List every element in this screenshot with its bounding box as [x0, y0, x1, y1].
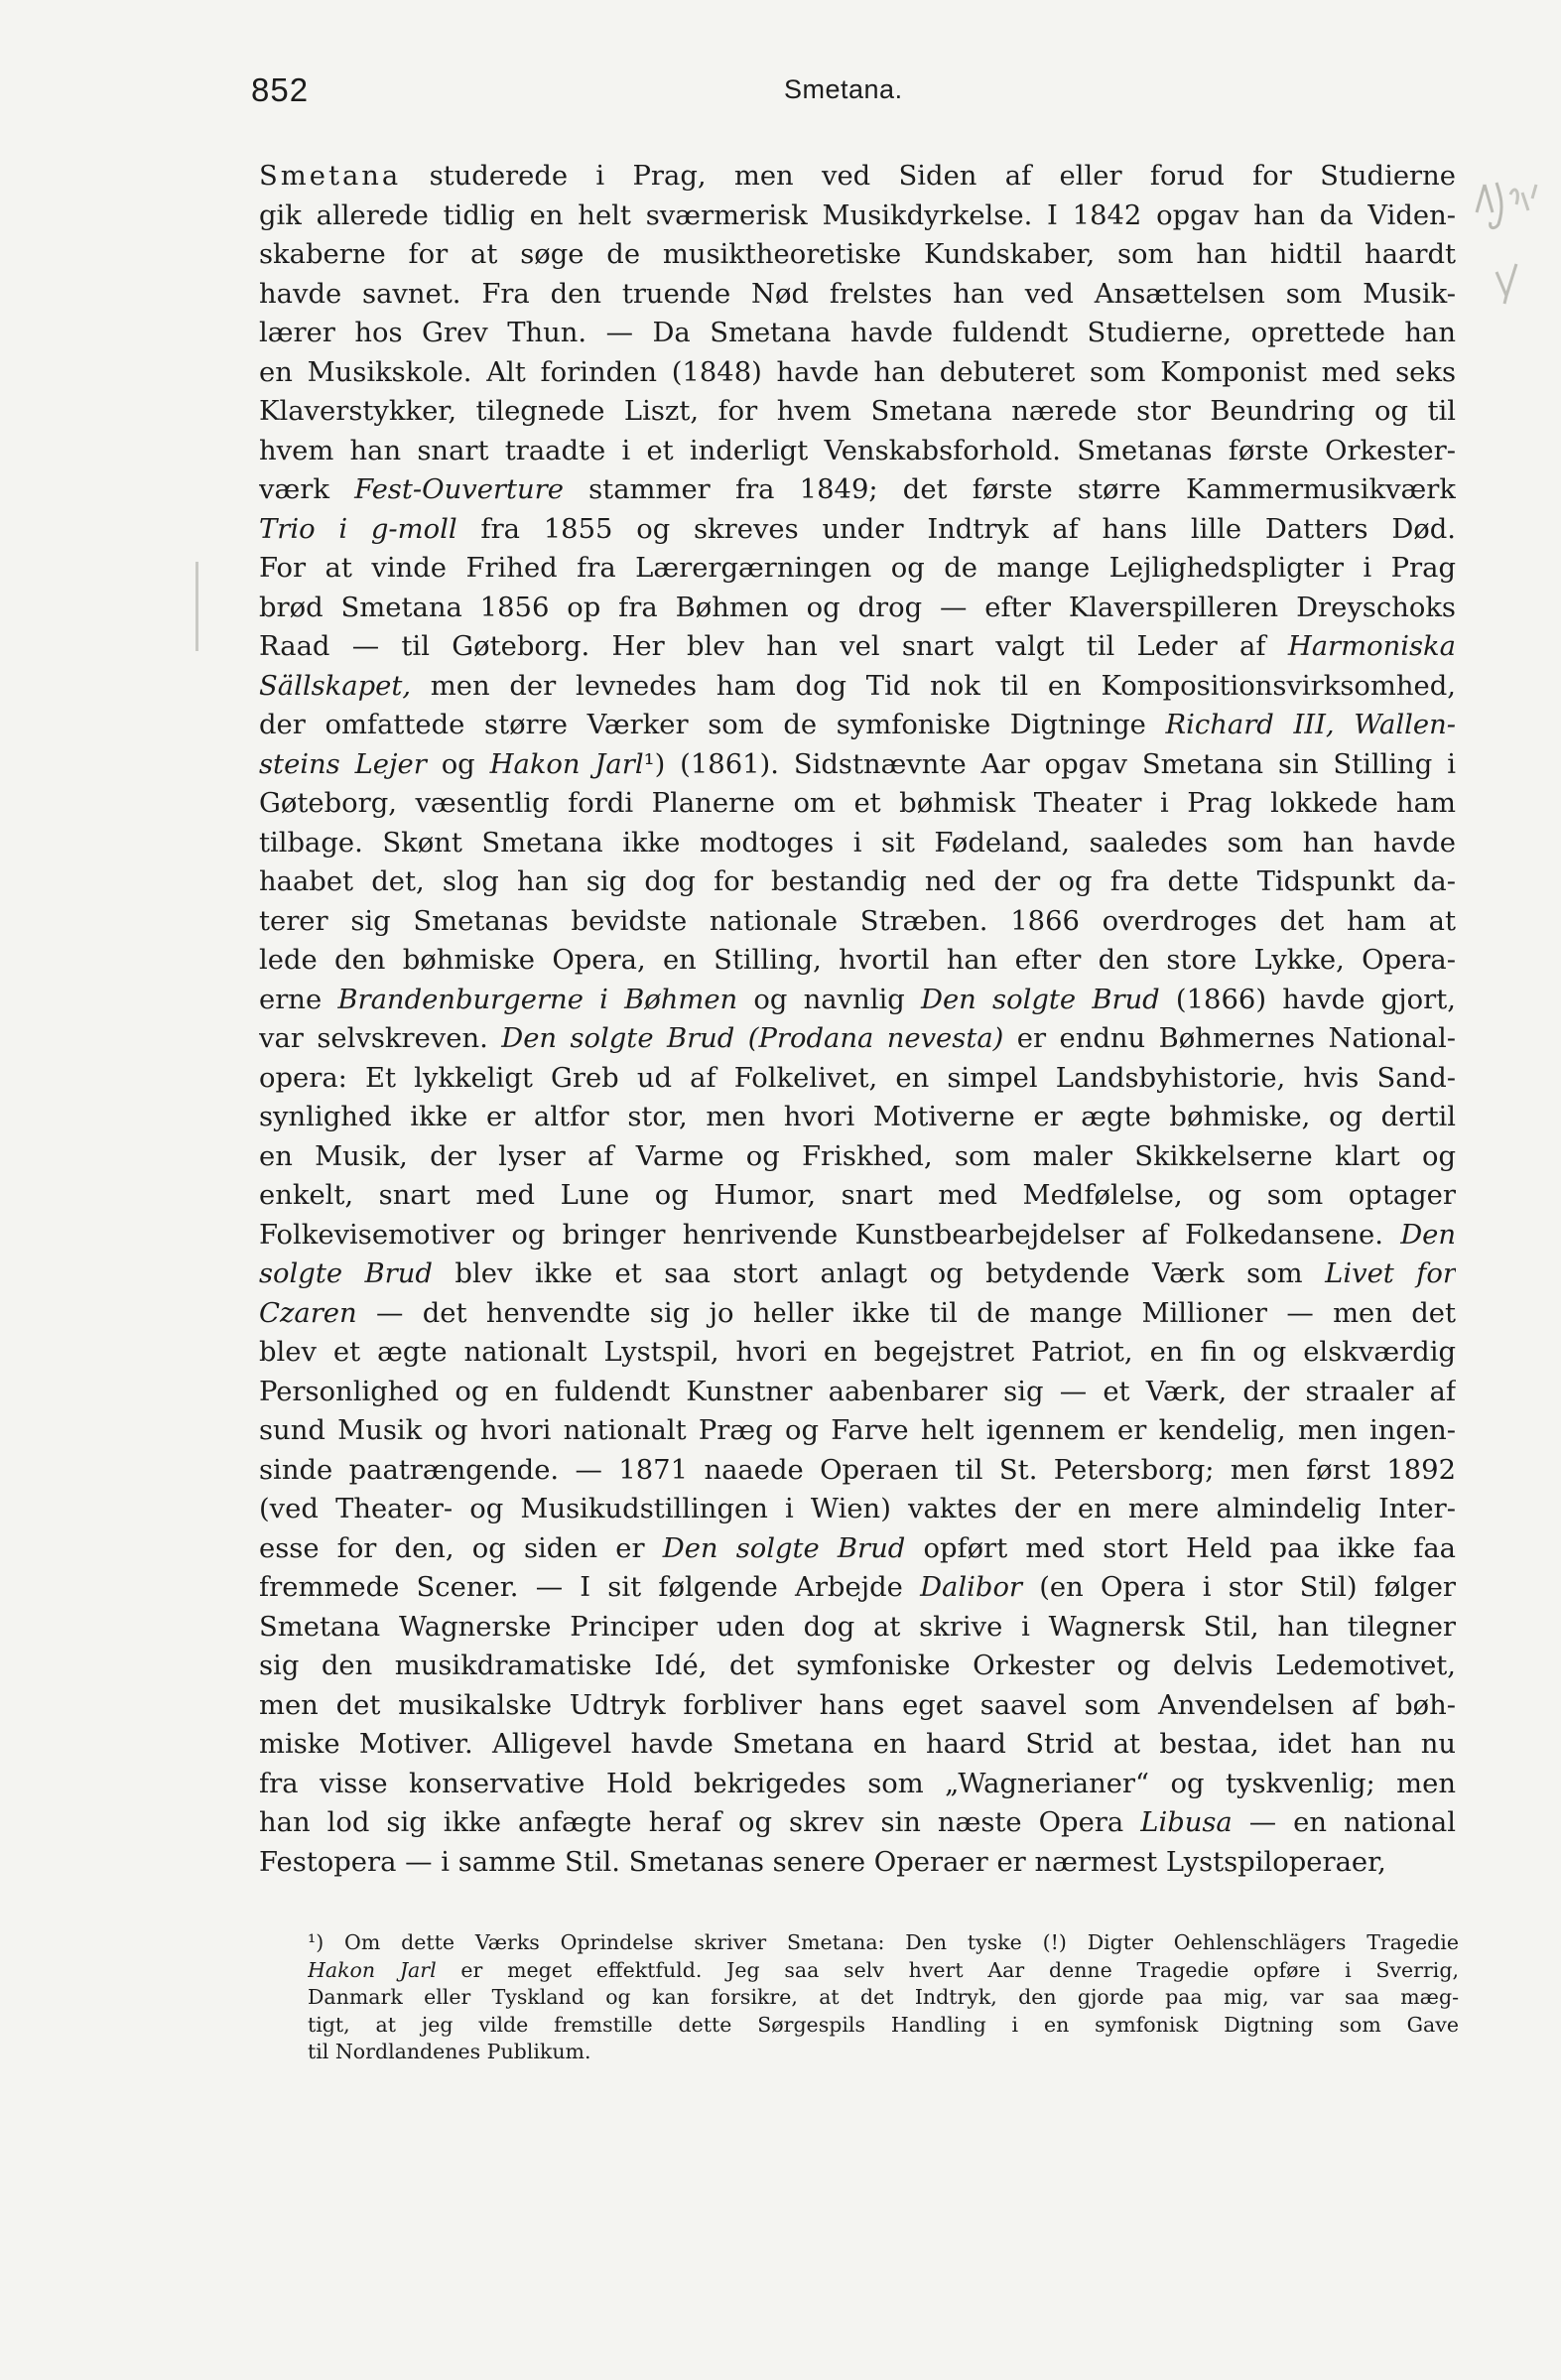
- text-line: [259, 1176, 1456, 1216]
- text-segment: Den solgte Brud (Prodana nevesta): [501, 1023, 1004, 1054]
- text-line: [259, 392, 1456, 432]
- text-segment: terer sig Smetanas bevidste nationale Stræben. 1866 overdroges det ham at: [259, 905, 1456, 937]
- text-segment: stammer fra 1849; det første større Kammermusikværk: [563, 474, 1456, 505]
- footnote-line: [308, 2039, 1459, 2066]
- text-segment: og navnlig: [737, 984, 922, 1015]
- text-segment: men der levnedes ham dog Tid nok til en Kompositionsvirksomhed,: [411, 670, 1456, 702]
- text-segment: Czaren: [259, 1297, 357, 1329]
- text-segment: en Musik, der lyser af Varme og Friskhed, som maler Skikkelserne klart og: [259, 1140, 1456, 1172]
- text-segment: (ved Theater- og Musikudstillingen i Wien) vaktes der en mere almindelig Inter-: [259, 1494, 1456, 1524]
- text-segment: Danmark eller Tyskland og kan forsikre, at det Indtryk, den gjorde paa mig, var saa mæg-: [308, 1985, 1459, 2009]
- text-line: [259, 1294, 1456, 1334]
- text-segment: Klaverstykker, tilegnede Liszt, for hvem Smetana nærede stor Beundring og til: [259, 396, 1456, 427]
- text-segment: en Musikskole. Alt forinden (1848) havde han debuteret som Komponist med seks: [259, 356, 1456, 388]
- main-text: [259, 157, 1456, 1882]
- text-segment: værk: [259, 474, 355, 505]
- footnote-line: [308, 1929, 1459, 1957]
- text-line: [259, 470, 1456, 510]
- text-line: [259, 981, 1456, 1020]
- text-line: [259, 1333, 1456, 1373]
- text-line: [259, 1490, 1456, 1529]
- text-segment: Fest-Ouverture: [354, 474, 564, 505]
- text-line: [259, 1137, 1456, 1177]
- text-segment: Smetana Wagnerske Principer uden dog at skrive i Wagnersk Stil, han tilegner: [259, 1611, 1456, 1643]
- text-segment: Libusa: [1140, 1807, 1233, 1838]
- text-line: [259, 745, 1456, 785]
- text-segment: var selvskreven.: [259, 1023, 502, 1054]
- text-segment: der omfattede større Værker som de symfoniske Digtninge: [259, 710, 1166, 740]
- text-line: [259, 589, 1456, 628]
- text-segment: haabet det, slog han sig dog for bestandig ned der og fra dette Tidspunkt da-: [259, 866, 1456, 897]
- text-segment: solgte Brud: [259, 1258, 433, 1289]
- text-line: [259, 510, 1456, 550]
- text-segment: — en national: [1232, 1807, 1456, 1838]
- text-line: [259, 1529, 1456, 1569]
- text-line: [259, 1411, 1456, 1451]
- text-line: [259, 706, 1456, 745]
- text-segment: fra 1855 og skreves under Indtryk af hans lille Datters Død.: [456, 513, 1456, 545]
- text-line: [259, 902, 1456, 942]
- text-segment: Festopera — i samme Stil. Smetanas senere Operaer er nærmest Lystspiloperaer,: [259, 1846, 1386, 1878]
- text-segment: lede den bøhmiske Opera, en Stilling, hvortil han efter den store Lykke, Opera-: [259, 945, 1456, 976]
- text-segment: gik allerede tidlig en helt sværmerisk Musikdyrkelse. I 1842 opgav han da Viden-: [259, 199, 1456, 231]
- text-line: [259, 1765, 1456, 1804]
- text-segment: sund Musik og hvori nationalt Præg og Farve helt igennem er kendelig, men ingen-: [259, 1415, 1456, 1446]
- text-line: [259, 275, 1456, 315]
- text-segment: ¹) Om dette Værks Oprindelse skriver Smetana: Den tyske (!) Digter Oehlenschlägers Tragedie: [308, 1930, 1459, 1954]
- text-segment: miske Motiver. Alligevel havde Smetana en haard Strid at bestaa, idet han nu: [259, 1729, 1456, 1760]
- text-segment: opført med stort Held paa ikke faa: [905, 1532, 1456, 1564]
- text-segment: brød Smetana 1856 op fra Bøhmen og drog — efter Klaverspilleren Dreyschoks: [259, 592, 1456, 623]
- text-segment: Sällskapet,: [259, 670, 412, 702]
- text-segment: er endnu Bøhmernes National-: [1003, 1023, 1456, 1054]
- text-line: [259, 197, 1456, 236]
- text-line: [259, 353, 1456, 393]
- text-line: [259, 627, 1456, 667]
- page-number: 852: [251, 71, 310, 108]
- handwritten-margin-note: [1459, 155, 1558, 314]
- text-segment: Folkevisemotiver og bringer henrivende Kunstbearbejdelser af Folkedansene.: [259, 1219, 1401, 1251]
- text-segment: hvem han snart traadte i et inderligt Venskabsforhold. Smetanas første Orkester-: [259, 435, 1456, 466]
- text-line: [259, 1216, 1456, 1256]
- text-segment: enkelt, snart med Lune og Humor, snart med Medfølelse, og som optager: [259, 1180, 1456, 1211]
- text-segment: tilbage. Skønt Smetana ikke modtoges i sit Fødeland, saaledes som han havde: [259, 827, 1456, 859]
- text-line: [259, 314, 1456, 353]
- text-segment: Den: [1400, 1219, 1456, 1251]
- text-segment: Hakon Jarl: [308, 1957, 437, 1982]
- text-segment: — det henvendte sig jo heller ikke til de mange Millioner — men det: [356, 1297, 1456, 1329]
- page-header: [251, 71, 1462, 121]
- text-line: [259, 1686, 1456, 1726]
- text-segment: lærer hos Grev Thun. — Da Smetana havde fuldendt Studierne, oprettede han: [259, 318, 1456, 348]
- text-segment: Personlighed og en fuldendt Kunstner aabenbarer sig — et Værk, der straaler af: [259, 1376, 1456, 1407]
- text-segment: (en Opera i stor Stil) følger: [1022, 1572, 1456, 1603]
- text-segment: Harmoniska: [1287, 631, 1456, 662]
- text-line: [259, 667, 1456, 707]
- text-segment: fremmede Scener. — I sit følgende Arbejde: [259, 1572, 921, 1603]
- text-line: [259, 941, 1456, 981]
- text-line: [259, 1255, 1456, 1294]
- text-line: [259, 1019, 1456, 1059]
- text-line: [259, 1843, 1456, 1883]
- text-line: [259, 157, 1456, 197]
- text-segment: synlighed ikke er altfor stor, men hvori Motiverne er ægte bøhmiske, og dertil: [259, 1102, 1456, 1132]
- text-segment: opera: Et lykkeligt Greb ud af Folkelivet, en simpel Landsbyhistorie, hvis Sand-: [259, 1062, 1456, 1094]
- text-segment: erne: [259, 984, 338, 1015]
- text-segment: Brandenburgerne i Bøhmen: [337, 984, 738, 1015]
- text-line: [259, 1098, 1456, 1137]
- text-segment: studerede i Prag, men ved Siden af eller forud for Studierne: [401, 161, 1456, 192]
- text-segment: og: [426, 748, 490, 780]
- text-line: [259, 235, 1456, 275]
- margin-mark: [195, 601, 198, 651]
- text-line: [259, 784, 1456, 824]
- text-segment: Hakon Jarl: [489, 748, 644, 780]
- text-line: [259, 1059, 1456, 1099]
- text-line: [259, 1451, 1456, 1491]
- text-segment: han lod sig ikke anfægte heraf og skrev sin næste Opera: [259, 1807, 1141, 1838]
- footnote-line: [308, 1957, 1459, 1985]
- text-segment: Richard III, Wallen-: [1165, 710, 1456, 740]
- text-segment: blev et ægte nationalt Lystspil, hvori en begejstret Patriot, en fin og elskværdig: [259, 1337, 1456, 1368]
- text-segment: steins Lejer: [259, 748, 427, 780]
- text-segment: fra visse konservative Hold bekrigedes som „Wagnerianer“ og tyskvenlig; men: [259, 1768, 1456, 1799]
- text-line: [259, 1647, 1456, 1686]
- text-segment: esse for den, og siden er: [259, 1532, 663, 1564]
- text-segment: Smetana: [259, 161, 402, 192]
- text-segment: (1866) havde gjort,: [1159, 984, 1456, 1015]
- text-segment: Den solgte Brud: [921, 984, 1160, 1015]
- text-segment: sig den musikdramatiske Idé, det symfoniske Orkester og delvis Ledemotivet,: [259, 1651, 1456, 1681]
- text-segment: er meget effektfuld. Jeg saa selv hvert Aar denne Tragedie opføre i Sverrig,: [436, 1957, 1459, 1982]
- text-line: [259, 1373, 1456, 1412]
- text-segment: Dalibor: [920, 1572, 1023, 1603]
- footnotes: [308, 1929, 1459, 2066]
- text-segment: til Nordlandenes Publikum.: [308, 2040, 591, 2063]
- text-line: [259, 1725, 1456, 1765]
- footnote-line: [308, 2012, 1459, 2040]
- text-segment: For at vinde Frihed fra Lærergærningen og de mange Lejlighedspligter i Prag: [259, 553, 1456, 584]
- text-segment: Raad — til Gøteborg. Her blev han vel snart valgt til Leder af: [259, 631, 1288, 662]
- text-segment: tigt, at jeg vilde fremstille dette Sørgespils Handling i en symfonisk Digtning som Gave: [308, 2012, 1459, 2037]
- text-segment: ¹) (1861). Sidstnævnte Aar opgav Smetana sin Stilling i: [643, 748, 1456, 780]
- text-segment: blev ikke et saa stort anlagt og betydende Værk som: [432, 1258, 1326, 1289]
- text-segment: sinde paatrængende. — 1871 naaede Operaen til St. Petersborg; men først 1892: [259, 1454, 1456, 1486]
- text-segment: Gøteborg, væsentlig fordi Planerne om et bøhmisk Theater i Prag lokkede ham: [259, 788, 1456, 819]
- text-line: [259, 1608, 1456, 1648]
- text-segment: Livet for: [1325, 1258, 1456, 1289]
- text-line: [259, 432, 1456, 471]
- text-line: [259, 824, 1456, 863]
- text-segment: skaberne for at søge de musiktheoretiske Kundskaber, som han hidtil haardt: [259, 239, 1456, 270]
- text-line: [259, 1568, 1456, 1608]
- text-line: [259, 1803, 1456, 1843]
- text-segment: men det musikalske Udtryk forbliver hans eget saavel som Anvendelsen af bøh-: [259, 1689, 1456, 1721]
- text-line: [259, 549, 1456, 589]
- footnote-line: [308, 1984, 1459, 2012]
- text-segment: havde savnet. Fra den truende Nød frelstes han ved Ansættelsen som Musik-: [259, 278, 1456, 310]
- text-segment: Trio i g-moll: [259, 513, 457, 545]
- running-title: Smetana.: [784, 74, 903, 104]
- text-segment: Den solgte Brud: [662, 1532, 906, 1564]
- text-line: [259, 862, 1456, 902]
